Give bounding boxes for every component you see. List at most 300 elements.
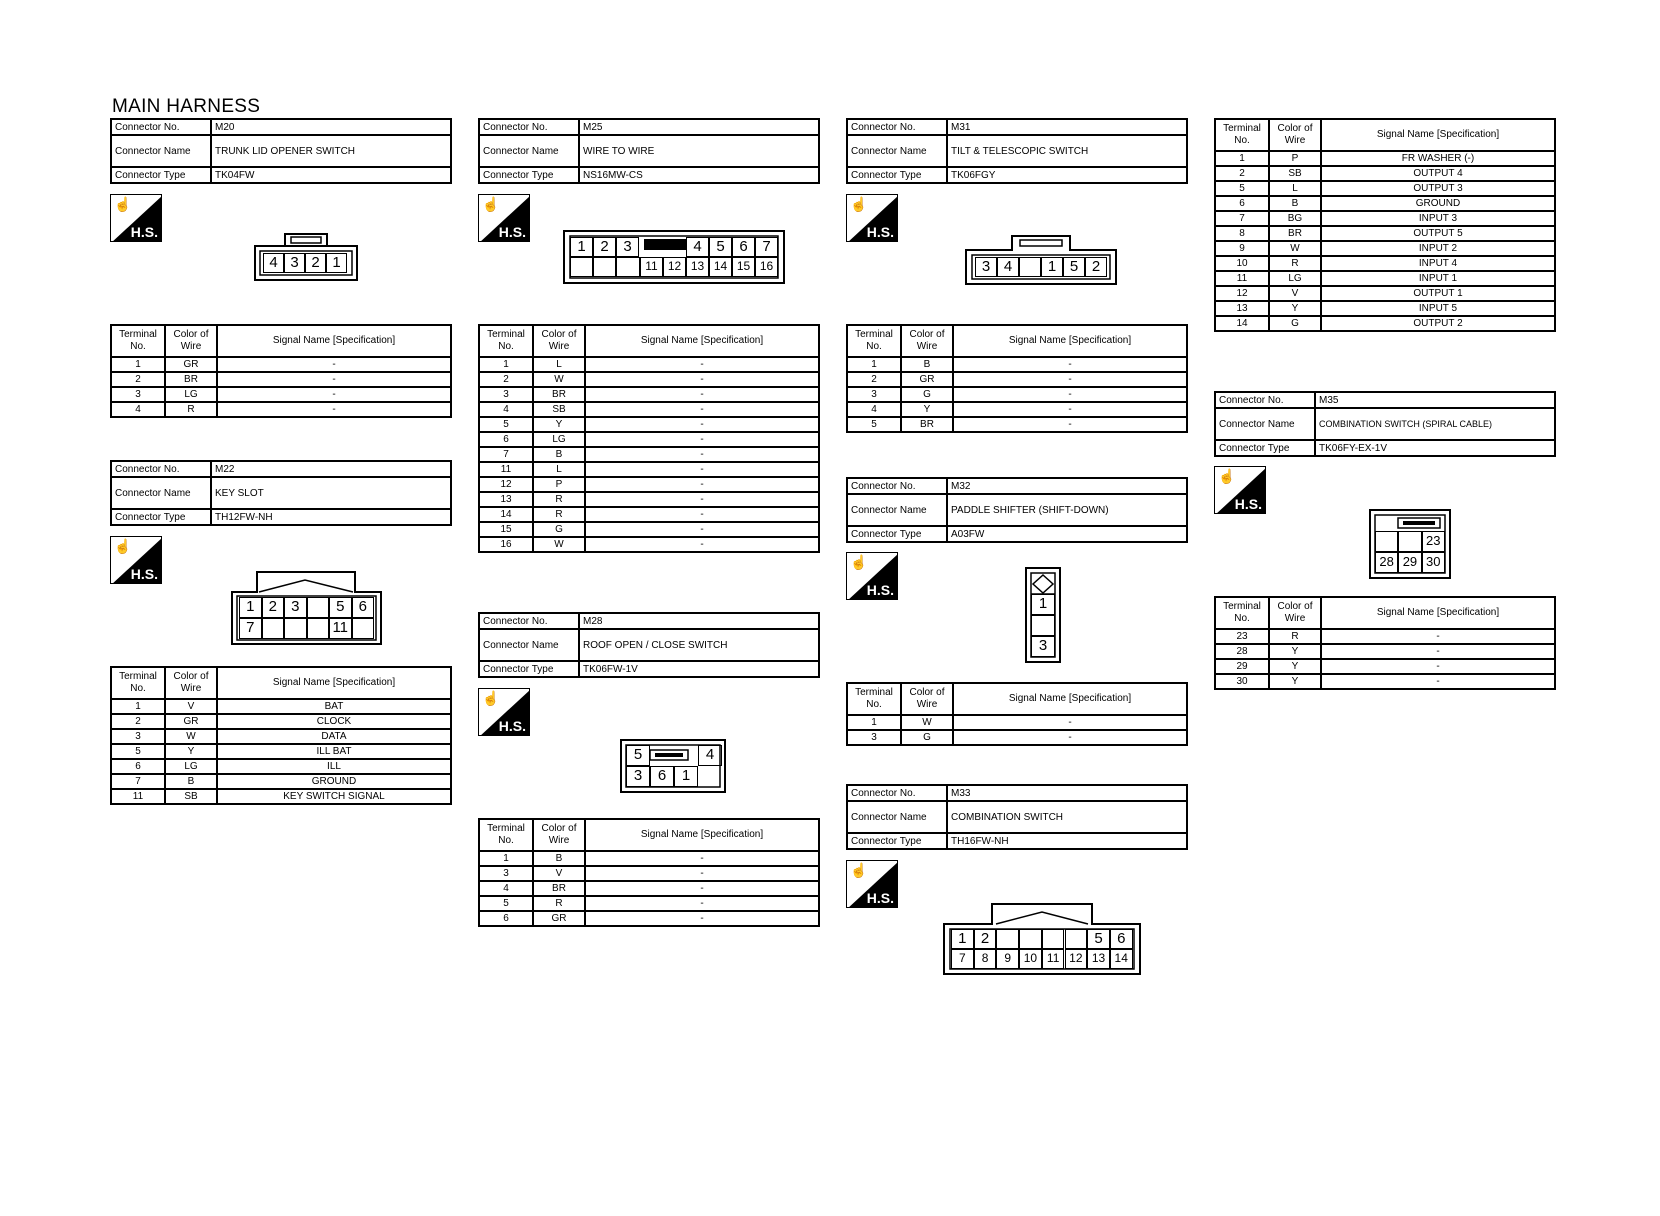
signal-name-cell: - (585, 851, 819, 866)
connector-m35-terminal-table (1214, 596, 1556, 690)
pin-cell: 6 (352, 597, 375, 618)
pin-cell: 8 (974, 949, 997, 969)
signal-name-cell: - (217, 357, 451, 372)
connector-no-value: M28 (579, 613, 819, 629)
signal-name-header: Signal Name [Specification] (217, 325, 451, 357)
color-of-wire-header: Color of Wire (533, 819, 585, 851)
signal-name-header: Signal Name [Specification] (1321, 597, 1555, 629)
terminal-no-cell: 16 (479, 537, 533, 552)
hs-icon (110, 194, 162, 242)
connector-type-label: Connector Type (111, 509, 211, 525)
table-row (479, 522, 819, 537)
signal-name-cell: FR WASHER (-) (1321, 151, 1555, 166)
wire-color-cell: G (1269, 316, 1321, 331)
table-row (479, 462, 819, 477)
connector-no-label: Connector No. (847, 478, 947, 494)
terminal-no-header: Terminal No. (1215, 119, 1269, 151)
connector-name-value: TRUNK LID OPENER SWITCH (211, 135, 451, 167)
pin-cell: 7 (951, 949, 974, 969)
terminal-no-cell: 1 (111, 699, 165, 714)
pin-cell: 3 (616, 237, 639, 257)
wire-color-cell: GR (533, 911, 585, 926)
connector-m20-diagram (253, 232, 359, 282)
signal-name-cell: - (585, 911, 819, 926)
terminal-no-cell: 3 (111, 387, 165, 402)
pin-cell (1065, 929, 1088, 949)
pin-cell: 11 (640, 257, 663, 277)
pin-cell: 6 (732, 237, 755, 257)
connector-no-label: Connector No. (847, 119, 947, 135)
signal-name-cell: - (585, 507, 819, 522)
signal-name-cell: INPUT 5 (1321, 301, 1555, 316)
terminal-no-cell: 1 (1215, 151, 1269, 166)
terminal-no-header: Terminal No. (479, 325, 533, 357)
terminal-no-cell: 5 (479, 417, 533, 432)
wire-color-cell: L (1269, 181, 1321, 196)
signal-name-cell: - (585, 477, 819, 492)
terminal-no-cell: 2 (111, 714, 165, 729)
terminal-no-cell: 4 (847, 402, 901, 417)
wire-color-cell: Y (901, 402, 953, 417)
wire-color-cell: G (901, 387, 953, 402)
table-row (847, 417, 1187, 432)
wire-color-cell: Y (1269, 659, 1321, 674)
connector-type-label: Connector Type (847, 833, 947, 849)
pin-cell: 23 (1422, 531, 1445, 552)
wire-color-cell: L (533, 462, 585, 477)
signal-name-cell: - (1321, 644, 1555, 659)
signal-name-cell: BAT (217, 699, 451, 714)
connector-name-value: COMBINATION SWITCH (947, 801, 1187, 833)
table-row (479, 537, 819, 552)
connector-type-value: TH12FW-NH (211, 509, 451, 525)
wire-color-cell: W (1269, 241, 1321, 256)
pin-cell: 1 (1031, 594, 1055, 615)
color-of-wire-header: Color of Wire (901, 683, 953, 715)
pin-cell: 11 (329, 618, 352, 639)
signal-name-header: Signal Name [Specification] (217, 667, 451, 699)
signal-name-cell: INPUT 3 (1321, 211, 1555, 226)
table-row (1215, 316, 1555, 331)
signal-name-cell: - (585, 402, 819, 417)
connector-m32-info (846, 477, 1188, 543)
connector-m32-terminal-table (846, 682, 1188, 746)
hand-icon: ☝ (482, 196, 500, 212)
wire-color-cell: Y (1269, 301, 1321, 316)
wire-color-cell: BR (901, 417, 953, 432)
table-row (847, 387, 1187, 402)
connector-name-label: Connector Name (479, 135, 579, 167)
terminal-no-cell: 2 (847, 372, 901, 387)
terminal-no-cell: 5 (847, 417, 901, 432)
terminal-no-cell: 1 (479, 357, 533, 372)
signal-name-cell: ILL BAT (217, 744, 451, 759)
table-row (479, 432, 819, 447)
connector-type-value: NS16MW-CS (579, 167, 819, 183)
connector-m32-diagram (1024, 566, 1062, 664)
terminal-no-cell: 11 (479, 462, 533, 477)
wire-color-cell: B (901, 357, 953, 372)
color-of-wire-header: Color of Wire (165, 667, 217, 699)
color-of-wire-header: Color of Wire (165, 325, 217, 357)
connector-name-value: KEY SLOT (211, 477, 451, 509)
terminal-no-cell: 1 (111, 357, 165, 372)
wire-color-cell: LG (1269, 271, 1321, 286)
color-of-wire-header: Color of Wire (1269, 119, 1321, 151)
pin-cell: 1 (674, 766, 698, 787)
connector-name-label: Connector Name (111, 477, 211, 509)
hs-icon (846, 552, 898, 600)
table-row (479, 896, 819, 911)
table-row (1215, 286, 1555, 301)
connector-type-label: Connector Type (479, 167, 579, 183)
wire-color-cell: Y (1269, 674, 1321, 689)
hs-label: H.S. (130, 224, 158, 240)
pin-cell: 14 (709, 257, 732, 277)
connector-name-value: ROOF OPEN / CLOSE SWITCH (579, 629, 819, 661)
table-row (111, 759, 451, 774)
signal-name-cell: OUTPUT 4 (1321, 166, 1555, 181)
wire-color-cell: V (1269, 286, 1321, 301)
color-of-wire-header: Color of Wire (901, 325, 953, 357)
terminal-no-cell: 4 (111, 402, 165, 417)
table-row (847, 372, 1187, 387)
wire-color-cell: SB (533, 402, 585, 417)
wire-color-cell: B (165, 774, 217, 789)
hs-icon (110, 536, 162, 584)
hs-label: H.S. (130, 566, 158, 582)
signal-name-cell: - (953, 417, 1187, 432)
terminal-no-cell: 13 (1215, 301, 1269, 316)
terminal-no-cell: 15 (479, 522, 533, 537)
hs-icon (1214, 466, 1266, 514)
wire-color-cell: LG (533, 432, 585, 447)
connector-m25-info (478, 118, 820, 184)
terminal-no-cell: 12 (479, 477, 533, 492)
pin-cell: 16 (755, 257, 778, 277)
table-row (479, 372, 819, 387)
pin-cell: 2 (974, 929, 997, 949)
connector-type-value: TK06FGY (947, 167, 1187, 183)
pin-cell: 4 (698, 745, 722, 766)
signal-name-cell: - (217, 402, 451, 417)
pin-cell: 2 (305, 253, 326, 273)
table-row (1215, 644, 1555, 659)
connector-no-value: M32 (947, 478, 1187, 494)
signal-name-cell: CLOCK (217, 714, 451, 729)
pin-cell (262, 618, 285, 639)
wire-color-cell: R (533, 492, 585, 507)
wire-color-cell: GR (165, 714, 217, 729)
wire-color-cell: G (533, 522, 585, 537)
pin-cell (307, 597, 330, 618)
wire-color-cell: LG (165, 759, 217, 774)
pin-cell: 12 (1065, 949, 1088, 969)
terminal-no-cell: 1 (479, 851, 533, 866)
pin-cell (996, 929, 1019, 949)
terminal-no-cell: 2 (479, 372, 533, 387)
table-row (1215, 181, 1555, 196)
table-row (111, 729, 451, 744)
signal-name-cell: INPUT 1 (1321, 271, 1555, 286)
wire-color-cell: R (165, 402, 217, 417)
connector-m28-diagram (619, 738, 727, 794)
signal-name-cell: DATA (217, 729, 451, 744)
hs-label: H.S. (498, 224, 526, 240)
wire-color-cell: W (901, 715, 953, 730)
connector-name-label: Connector Name (847, 801, 947, 833)
hs-label: H.S. (498, 718, 526, 734)
terminal-no-cell: 14 (479, 507, 533, 522)
signal-name-cell: - (585, 447, 819, 462)
hand-icon: ☝ (850, 196, 868, 212)
connector-m33-terminal-table (1214, 118, 1556, 332)
pin-cell: 7 (755, 237, 778, 257)
pin-cell (352, 618, 375, 639)
connector-name-value: TILT & TELESCOPIC SWITCH (947, 135, 1187, 167)
terminal-no-cell: 3 (847, 387, 901, 402)
terminal-no-header: Terminal No. (1215, 597, 1269, 629)
pin-cavity (616, 257, 640, 277)
connector-no-label: Connector No. (111, 119, 211, 135)
pin-cell (1375, 531, 1398, 552)
wire-color-cell: Y (165, 744, 217, 759)
pin-cell (1019, 929, 1042, 949)
table-row (479, 866, 819, 881)
wire-color-cell: GR (901, 372, 953, 387)
signal-name-cell: - (953, 387, 1187, 402)
connector-name-value: COMBINATION SWITCH (SPIRAL CABLE) (1315, 408, 1555, 440)
pin-cell: 5 (626, 745, 650, 766)
table-row (479, 417, 819, 432)
wire-color-cell: B (533, 851, 585, 866)
terminal-no-cell: 23 (1215, 629, 1269, 644)
signal-name-cell: - (953, 372, 1187, 387)
terminal-no-cell: 5 (479, 896, 533, 911)
pin-cell: 2 (1085, 257, 1107, 277)
connector-no-label: Connector No. (479, 119, 579, 135)
table-row (479, 447, 819, 462)
signal-name-header: Signal Name [Specification] (585, 325, 819, 357)
signal-name-cell: - (585, 387, 819, 402)
wire-color-cell: G (901, 730, 953, 745)
signal-name-header: Signal Name [Specification] (953, 683, 1187, 715)
table-row (847, 715, 1187, 730)
terminal-no-header: Terminal No. (479, 819, 533, 851)
connector-no-value: M22 (211, 461, 451, 477)
terminal-no-cell: 5 (1215, 181, 1269, 196)
signal-name-cell: - (1321, 674, 1555, 689)
connector-m31-info (846, 118, 1188, 184)
table-row (479, 387, 819, 402)
table-row (111, 357, 451, 372)
table-row (111, 402, 451, 417)
hand-icon: ☝ (114, 196, 132, 212)
signal-name-cell: - (585, 432, 819, 447)
signal-name-cell: GROUND (1321, 196, 1555, 211)
wire-color-cell: BR (1269, 226, 1321, 241)
wire-color-cell: W (533, 372, 585, 387)
table-row (479, 492, 819, 507)
table-row (479, 911, 819, 926)
hand-icon: ☝ (1218, 468, 1236, 484)
signal-name-cell: - (585, 357, 819, 372)
connector-no-label: Connector No. (847, 785, 947, 801)
terminal-no-cell: 9 (1215, 241, 1269, 256)
signal-name-cell: - (585, 372, 819, 387)
terminal-no-cell: 6 (111, 759, 165, 774)
terminal-no-cell: 6 (479, 911, 533, 926)
pin-cell: 11 (1042, 949, 1065, 969)
signal-name-cell: KEY SWITCH SIGNAL (217, 789, 451, 804)
pin-cell: 5 (709, 237, 732, 257)
pin-cell: 15 (732, 257, 755, 277)
terminal-no-cell: 13 (479, 492, 533, 507)
pin-cell (284, 618, 307, 639)
terminal-no-cell: 2 (111, 372, 165, 387)
table-row (479, 851, 819, 866)
table-row (111, 789, 451, 804)
table-row (111, 744, 451, 759)
terminal-no-header: Terminal No. (847, 325, 901, 357)
pin-cell: 13 (686, 257, 709, 277)
pin-cell: 10 (1019, 949, 1042, 969)
wire-color-cell: Y (533, 417, 585, 432)
wire-color-cell: W (533, 537, 585, 552)
terminal-no-cell: 11 (111, 789, 165, 804)
connector-type-label: Connector Type (847, 167, 947, 183)
terminal-no-cell: 7 (111, 774, 165, 789)
table-row (479, 507, 819, 522)
terminal-no-header: Terminal No. (111, 667, 165, 699)
pin-cell: 12 (663, 257, 686, 277)
pin-cell: 5 (329, 597, 352, 618)
terminal-no-cell: 3 (847, 730, 901, 745)
table-row (1215, 301, 1555, 316)
pin-cell: 13 (1087, 949, 1110, 969)
hand-icon: ☝ (850, 862, 868, 878)
pin-cell (1019, 257, 1041, 277)
signal-name-cell: OUTPUT 2 (1321, 316, 1555, 331)
connector-m25-diagram (562, 229, 786, 285)
connector-m22-diagram (229, 570, 384, 646)
hs-label: H.S. (866, 224, 894, 240)
connector-name-label: Connector Name (847, 135, 947, 167)
signal-name-cell: INPUT 4 (1321, 256, 1555, 271)
signal-name-cell: - (585, 522, 819, 537)
terminal-no-cell: 6 (479, 432, 533, 447)
pin-cell: 9 (996, 949, 1019, 969)
hs-label: H.S. (866, 582, 894, 598)
pin-cell (307, 618, 330, 639)
table-row (111, 714, 451, 729)
pin-cell: 5 (1063, 257, 1085, 277)
terminal-no-cell: 12 (1215, 286, 1269, 301)
hand-icon: ☝ (114, 538, 132, 554)
wire-color-cell: R (1269, 256, 1321, 271)
table-row (1215, 211, 1555, 226)
wire-color-cell: GR (165, 357, 217, 372)
terminal-no-cell: 7 (479, 447, 533, 462)
table-row (111, 372, 451, 387)
hs-icon (478, 194, 530, 242)
wire-color-cell: BR (165, 372, 217, 387)
pin-cell: 4 (263, 253, 284, 273)
terminal-no-cell: 14 (1215, 316, 1269, 331)
terminal-no-cell: 2 (1215, 166, 1269, 181)
pin-cell: 4 (686, 237, 709, 257)
terminal-no-cell: 3 (111, 729, 165, 744)
terminal-no-cell: 28 (1215, 644, 1269, 659)
wire-color-cell: R (533, 896, 585, 911)
table-row (479, 357, 819, 372)
table-row (1215, 629, 1555, 644)
wire-color-cell: W (165, 729, 217, 744)
terminal-no-cell: 1 (847, 715, 901, 730)
table-row (1215, 659, 1555, 674)
signal-name-cell: - (953, 715, 1187, 730)
pin-cell: 1 (951, 929, 974, 949)
terminal-no-cell: 3 (479, 387, 533, 402)
connector-type-label: Connector Type (847, 526, 947, 542)
signal-name-cell: OUTPUT 5 (1321, 226, 1555, 241)
pin-cell: 3 (284, 597, 307, 618)
terminal-no-cell: 6 (1215, 196, 1269, 211)
hs-label: H.S. (1234, 496, 1262, 512)
signal-name-cell: - (953, 402, 1187, 417)
table-row (1215, 256, 1555, 271)
terminal-no-cell: 29 (1215, 659, 1269, 674)
signal-name-cell: - (1321, 629, 1555, 644)
table-row (479, 402, 819, 417)
pin-cell: 1 (326, 253, 347, 273)
connector-type-value: TK04FW (211, 167, 451, 183)
pin-cell (1042, 929, 1065, 949)
signal-name-cell: - (585, 866, 819, 881)
wire-color-cell: LG (165, 387, 217, 402)
pin-cell: 14 (1110, 949, 1133, 969)
pin-cell: 1 (239, 597, 262, 618)
connector-name-label: Connector Name (479, 629, 579, 661)
connector-m31-terminal-table (846, 324, 1188, 433)
connector-m35-diagram (1368, 508, 1452, 580)
signal-name-cell: - (585, 492, 819, 507)
connector-m33-diagram (942, 902, 1142, 976)
table-row (1215, 241, 1555, 256)
pin-cell: 6 (650, 766, 674, 787)
signal-name-cell: - (217, 387, 451, 402)
pin-cell: 28 (1375, 552, 1398, 573)
connector-m20-info (110, 118, 452, 184)
hand-icon: ☝ (482, 690, 500, 706)
connector-name-label: Connector Name (847, 494, 947, 526)
pin-cell: 3 (975, 257, 997, 277)
page-title: MAIN HARNESS (112, 96, 261, 117)
connector-name-value: WIRE TO WIRE (579, 135, 819, 167)
terminal-no-cell: 4 (479, 881, 533, 896)
signal-name-header: Signal Name [Specification] (1321, 119, 1555, 151)
connector-type-value: TK06FY-EX-1V (1315, 440, 1555, 456)
terminal-no-cell: 1 (847, 357, 901, 372)
table-row (847, 730, 1187, 745)
connector-type-label: Connector Type (111, 167, 211, 183)
connector-type-value: A03FW (947, 526, 1187, 542)
wire-color-cell: Y (1269, 644, 1321, 659)
wire-color-cell: P (1269, 151, 1321, 166)
connector-no-value: M20 (211, 119, 451, 135)
signal-name-cell: ILL (217, 759, 451, 774)
terminal-no-cell: 30 (1215, 674, 1269, 689)
